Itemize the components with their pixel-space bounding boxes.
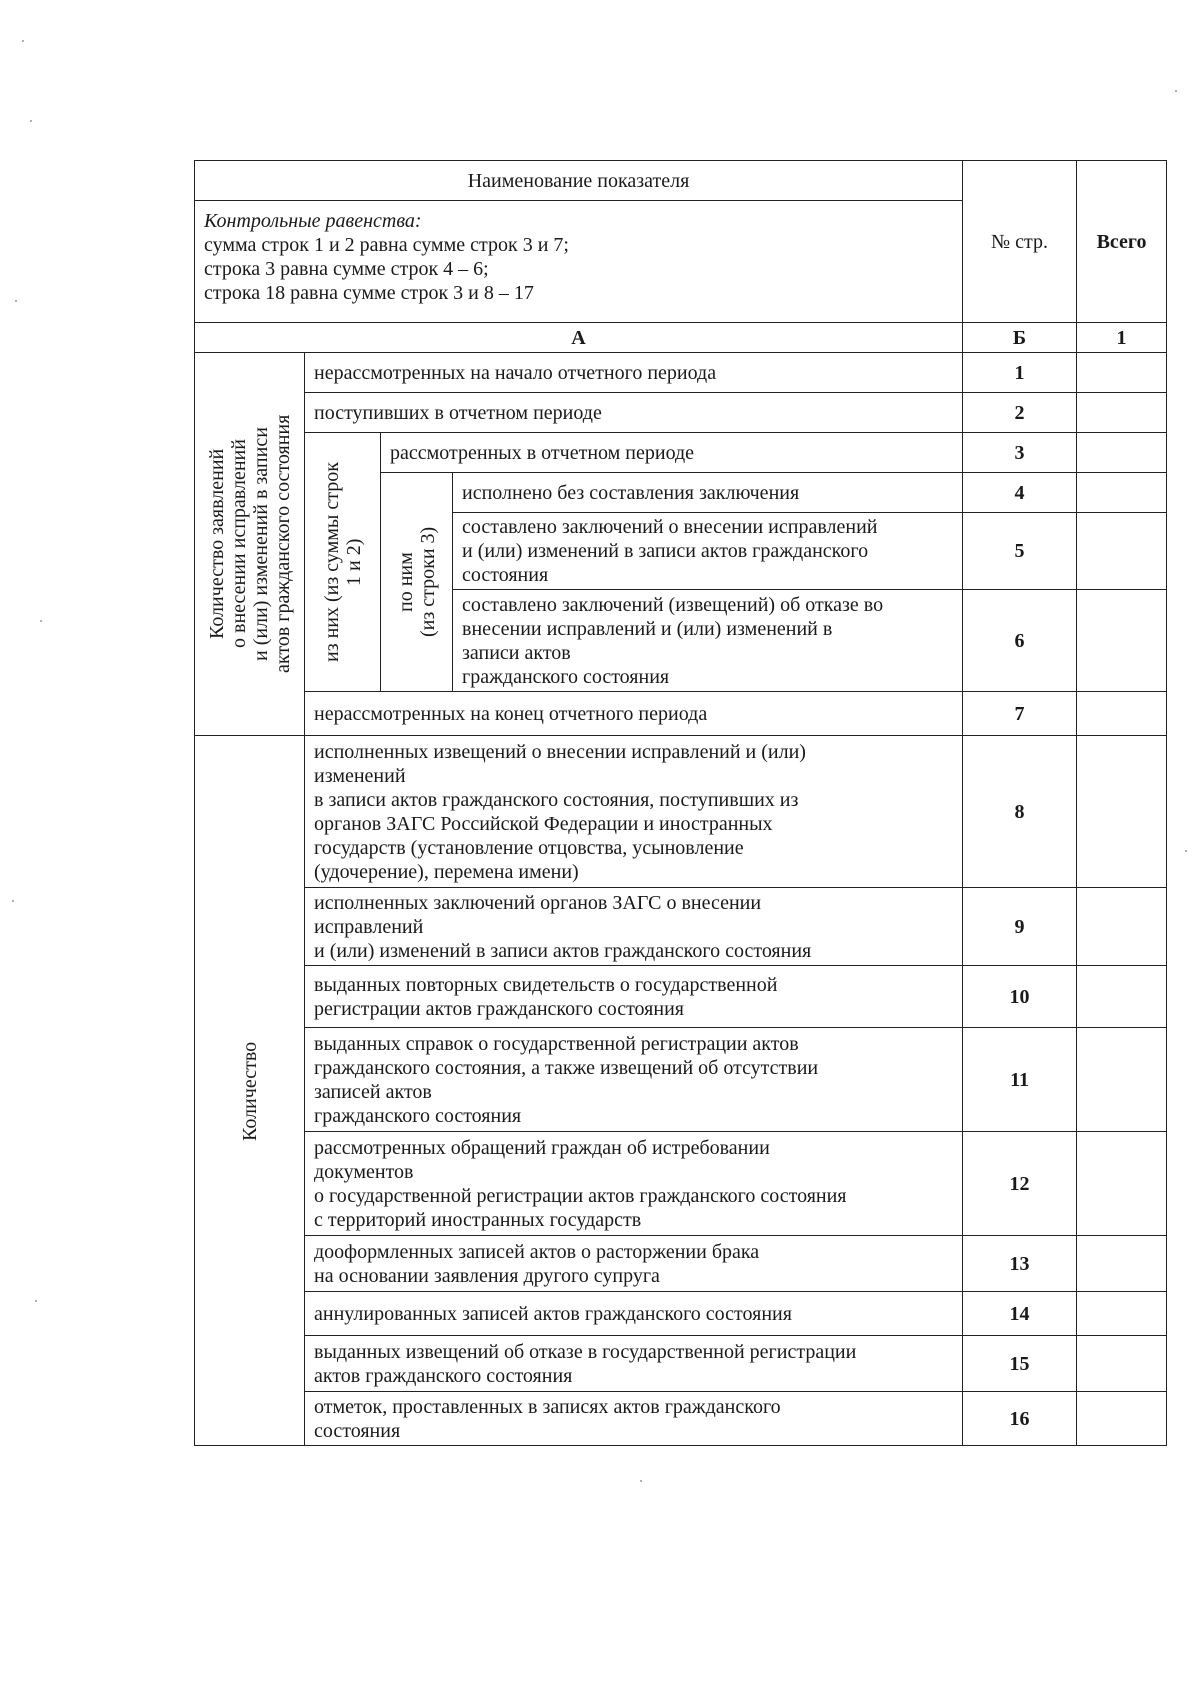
row-number: 9 [963,888,1077,966]
row-label [453,590,963,692]
table-row [195,1028,1167,1132]
row-number: 15 [963,1336,1077,1392]
table-row [195,1336,1167,1392]
group2-label-text: Количество [238,1040,261,1141]
row-label-line: государств (установление отцовства, усыновление [314,836,744,859]
row-label-line: внесении исправлений и (или) изменений в [462,617,833,640]
group1-label-line: и (или) изменений в записи [249,427,272,661]
indicator-name-header: Наименование показателя [195,161,963,201]
row-number: 2 [963,393,1077,433]
row-label [305,353,963,393]
row-number: 12 [963,1132,1077,1236]
row-label-line: составлено заключений о внесении исправлений [462,516,878,538]
table-row [195,433,1167,473]
row-label-line: записей актов [314,1080,432,1103]
row-label [453,473,963,513]
total-cell[interactable] [1077,966,1167,1028]
row-label-line: о государственной регистрации актов гражданского состояния [314,1184,847,1207]
total-cell[interactable] [1077,736,1167,888]
row-label-line: нерассмотренных на конец отчетного периода [314,702,708,725]
row-label-line: аннулированных записей актов гражданского состояния [314,1302,792,1325]
control-equalities [195,201,963,323]
row-label-line: записи актов [462,641,571,664]
group1-sub-sub-label [381,473,453,692]
group1-label-line: Количество заявлений [205,448,228,640]
table-row [195,692,1167,736]
row-label-line: органов ЗАГС Российской Федерации и иностранных [314,812,773,835]
row-label-line: (удочерение), перемена имени) [314,860,579,883]
control-line: сумма строк 1 и 2 равна сумме строк 3 и 7; [204,234,569,256]
row-label-line: рассмотренных обращений граждан об истребовании [314,1136,770,1159]
row-label-line: актов гражданского состояния [314,1364,573,1387]
row-label [305,966,963,1028]
column-code-b: Б [963,323,1077,353]
group1-label-line: о внесении исправлений [227,439,250,649]
row-number: 10 [963,966,1077,1028]
row-label [305,1292,963,1336]
control-line: строка 3 равна сумме строк 4 – 6; [204,258,489,280]
row-number: 14 [963,1292,1077,1336]
control-line: строка 18 равна сумме строк 3 и 8 – 17 [204,282,534,304]
row-label-line: гражданского состояния, а также извещений об отсутствии [314,1056,819,1079]
total-cell[interactable] [1077,393,1167,433]
row-label-line: изменений [314,764,406,787]
total-cell[interactable] [1077,888,1167,966]
row-label-line: гражданского состояния [314,1104,522,1127]
row-label [305,1132,963,1236]
row-label [305,888,963,966]
row-label-line: документов [314,1160,414,1183]
report-table [194,160,1167,1446]
row-number: 8 [963,736,1077,888]
sub-sub-label-line: по ним [394,552,417,612]
row-label [381,433,963,473]
group1-sub-label [305,433,381,692]
table-row [195,888,1167,966]
total-cell[interactable] [1077,473,1167,513]
table-row [195,1392,1167,1446]
row-label-line: дооформленных записей актов о расторжении брака [314,1240,760,1263]
total-cell[interactable] [1077,1292,1167,1336]
total-cell[interactable] [1077,1028,1167,1132]
row-label-line: с территорий иностранных государств [314,1208,642,1231]
row-label-line: отметок, проставленных в записях актов гражданского [314,1395,781,1418]
column-code-1: 1 [1077,323,1167,353]
total-cell[interactable] [1077,1336,1167,1392]
sub-label-line: из них (из суммы строк [320,462,343,662]
row-label-line: исполнено без составления заключения [462,481,800,504]
total-cell[interactable] [1077,590,1167,692]
total-cell[interactable] [1077,433,1167,473]
row-label [305,1392,963,1446]
row-label-line: регистрации актов гражданского состояния [314,997,684,1020]
table-row [195,966,1167,1028]
row-label-line: исполненных извещений о внесении исправлений и (или) [314,740,806,763]
row-label [305,692,963,736]
row-label [305,1236,963,1292]
sub-label-line: 1 и 2) [342,538,365,586]
row-number: 1 [963,353,1077,393]
row-number: 13 [963,1236,1077,1292]
sub-sub-label-line: (из строки 3) [416,526,439,638]
total-cell[interactable] [1077,1392,1167,1446]
total-header: Всего [1077,161,1167,323]
row-number: 5 [963,513,1077,590]
row-label-line: состояния [462,564,549,586]
row-number: 16 [963,1392,1077,1446]
row-label-line: и (или) изменений в записи актов гражданского [462,540,869,562]
control-title: Контрольные равенства: [204,210,422,232]
row-label-line: на основании заявления другого супруга [314,1264,660,1287]
row-label-line: выданных повторных свидетельств о государственной [314,973,778,996]
row-label-line: составлено заключений (извещений) об отказе во [462,593,884,616]
total-cell[interactable] [1077,513,1167,590]
row-label-line: в записи актов гражданского состояния, поступивших из [314,788,799,811]
row-label-line: состояния [314,1419,401,1442]
table-row [195,736,1167,888]
row-label-line: исполненных заключений органов ЗАГС о внесении [314,891,762,914]
table-row [195,393,1167,433]
row-label-line: и (или) изменений в записи актов гражданского состояния [314,939,812,962]
row-label-line: поступивших в отчетном периоде [314,401,602,424]
row-label [453,513,963,590]
table-row [195,1292,1167,1336]
row-number: 11 [963,1028,1077,1132]
row-label [305,1336,963,1392]
row-number: 4 [963,473,1077,513]
group1-label-line: актов гражданского состояния [271,414,294,674]
total-cell[interactable] [1077,1132,1167,1236]
row-label-line: выданных извещений об отказе в государственной регистрации [314,1340,857,1363]
line-number-header: № стр. [963,161,1077,323]
table-row [195,353,1167,393]
row-label-line: гражданского состояния [462,665,670,688]
row-label [305,736,963,888]
group1-label [195,353,305,736]
row-number: 6 [963,590,1077,692]
table-row [195,1236,1167,1292]
group2-label [195,736,305,1446]
table-row [195,1132,1167,1236]
row-label [305,1028,963,1132]
row-label [305,393,963,433]
row-label-line: нерассмотренных на начало отчетного периода [314,361,717,384]
row-label-line: рассмотренных в отчетном периоде [390,441,695,464]
row-number: 3 [963,433,1077,473]
row-number: 7 [963,692,1077,736]
row-label-line: выданных справок о государственной регистрации актов [314,1032,799,1055]
total-cell[interactable] [1077,1236,1167,1292]
total-cell[interactable] [1077,353,1167,393]
column-code-a: А [195,323,963,353]
total-cell[interactable] [1077,692,1167,736]
row-label-line: исправлений [314,915,424,938]
